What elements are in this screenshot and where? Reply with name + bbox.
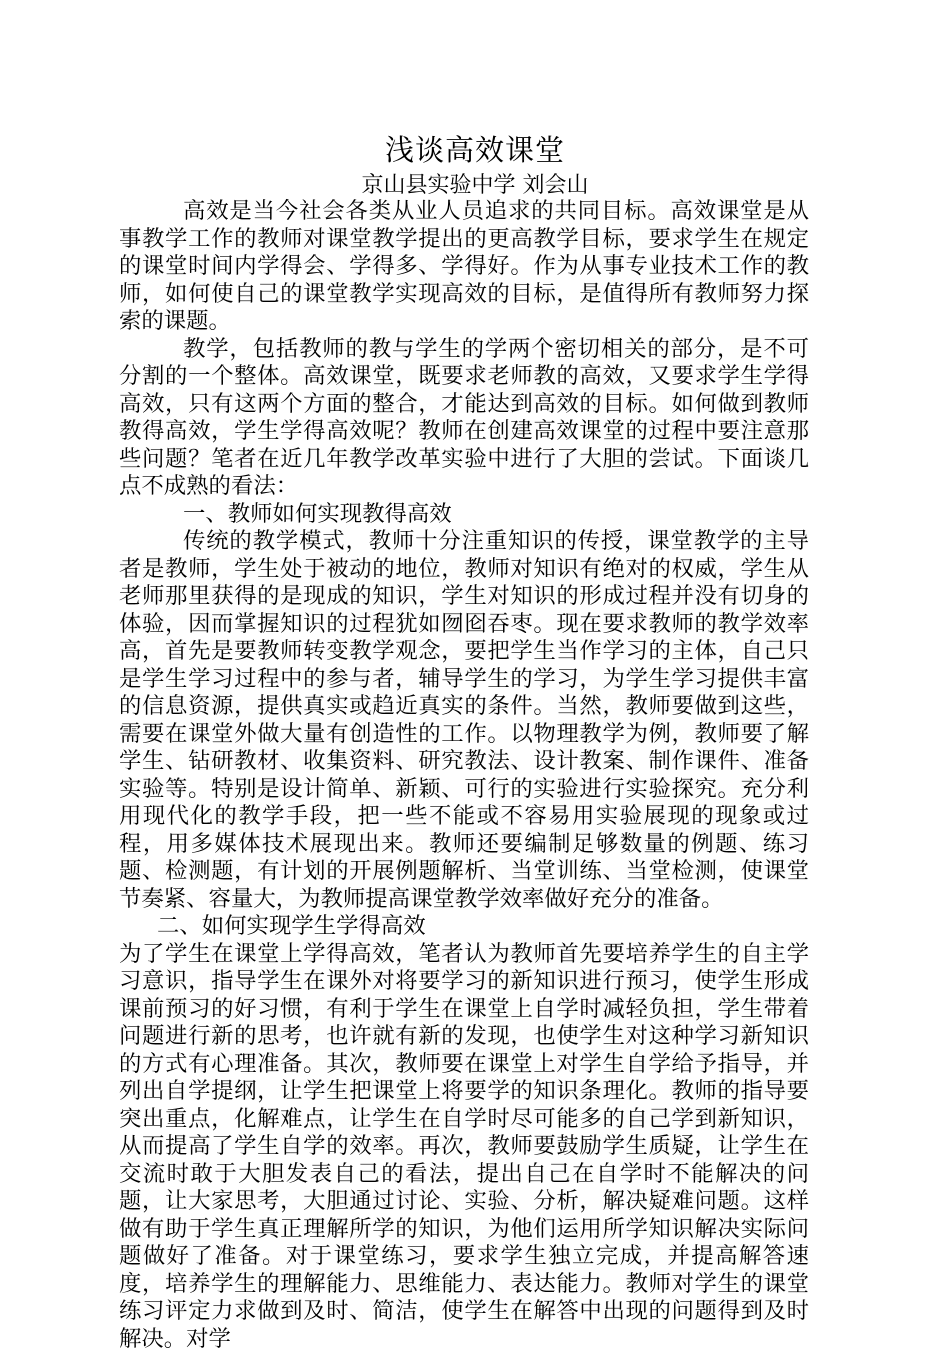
section-heading-1: 一、教师如何实现教得高效 — [119, 501, 809, 529]
section-heading-2: 二、如何实现学生学得高效 — [119, 913, 809, 941]
paragraph-section-1: 传统的教学模式，教师十分注重知识的传授，课堂教学的主导者是教师，学生处于被动的地位，教师对知识有绝对的权威，学生从老师那里获得的是现成的知识，学生对知识的形成过程并没有切身的体验，因而掌握知识的过程犹如囫囵吞枣。现在要求教师的教学效率高，首先是要教师转变教学观念，要把学生当作学习的主体，自己只是学生学习过程中的参与者，辅导学生的学习，为学生学习提供丰富的信息资源，提供真实或趋近真实的条件。当然，教师要做到这些，需要在课堂外做大量有创造性的工作。以物理教学为例，教师要了解学生、钻研教材、收集资料、研究教法、设计教案、制作课件、准备实验等。特别是设计简单、新颖、可行的实验进行实验探究。充分利用现代化的教学手段，把一些不能或不容易用实验展现的现象或过程，用多媒体技术展现出来。教师还要编制足够数量的例题、练习题、检测题，有计划的开展例题解析、当堂训练、当堂检测，使课堂节奏紧、容量大，为教师提高课堂教学效率做好充分的准备。 — [119, 528, 809, 913]
paragraph-teaching: 教学，包括教师的教与学生的学两个密切相关的部分，是不可分割的一个整体。高效课堂，既要求老师教的高效，又要求学生学得高效，只有这两个方面的整合，才能达到高效的目标。如何做到教师教得高效，学生学得高效呢？教师在创建高效课堂的过程中要注意那些问题？笔者在近几年教学改革实验中进行了大胆的尝试。下面谈几点不成熟的看法： — [119, 336, 809, 501]
document-body — [119, 198, 809, 1353]
paragraph-section-2: 为了学生在课堂上学得高效，笔者认为教师首先要培养学生的自主学习意识，指导学生在课外对将要学习的新知识进行预习，使学生形成课前预习的好习惯，有利于学生在课堂上自学时减轻负担，学生带着问题进行新的思考，也许就有新的发现，也使学生对这种学习新知识的方式有心理准备。其次，教师要在课堂上对学生自学给予指导，并列出自学提纲，让学生把课堂上将要学的知识条理化。教师的指导要突出重点，化解难点，让学生在自学时尽可能多的自己学到新知识，从而提高了学生自学的效率。再次，教师要鼓励学生质疑，让学生在交流时敢于大胆发表自己的看法，提出自己在自学时不能解决的问题，让大家思考，大胆通过讨论、实验、分析，解决疑难问题。这样做有助于学生真正理解所学的知识，为他们运用所学知识解决实际问题做好了准备。对于课堂练习，要求学生独立完成，并提高解答速度，培养学生的理解能力、思维能力、表达能力。教师对学生的课堂练习评定力求做到及时、简洁，使学生在解答中出现的问题得到及时解决。对学 — [119, 941, 809, 1353]
document-title: 浅谈高效课堂 — [0, 132, 950, 168]
document-author: 京山县实验中学 刘会山 — [0, 172, 950, 200]
paragraph-intro: 高效是当今社会各类从业人员追求的共同目标。高效课堂是从事教学工作的教师对课堂教学提出的更高教学目标，要求学生在规定的课堂时间内学得会、学得多、学得好。作为从事专业技术工作的教师，如何使自己的课堂教学实现高效的目标，是值得所有教师努力探索的课题。 — [119, 198, 809, 336]
